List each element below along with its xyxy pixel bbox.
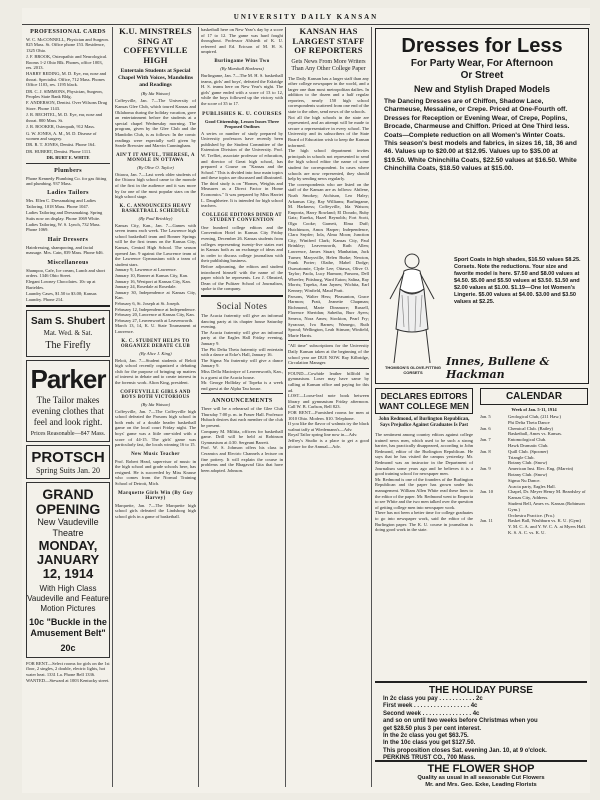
calendar-event: Entomological Club.: [508, 437, 547, 443]
calendar-date: Jan. 11: [480, 518, 493, 524]
calendar-date: [480, 501, 508, 513]
calendar-date: Jan. 9: [480, 466, 491, 472]
article-text: A series or number of study prepared by University professors have recently been published by the Student Committee of the Extension Division of the University. Prof. W. Trelliet, associate professor of education, and director of Great high school, has prepared a Course on "Kansas and the School." This is divided into four main topics and these topics are discussed and illustrated.: [201, 130, 283, 181]
article-headline: K.U. MINSTRELS SING AT COFFEYVILLE HIGH: [119, 27, 192, 65]
plumbers-heading: Plumbers: [54, 167, 82, 174]
article-text: Parsons, Walter Hess; Pleasanton, Grace Harmon; Pratt, Jeanette Chapman; Richmond, Marie Dinsmore; Russell, Florence Sheridan; Sabetha, Burr Ayers; Seneca, Nora Ames; Stockton, Pearl Fry; Syracuse, Iva Barnes; Wamego, Ruth Sproul; Wellington, Leah Stinson; Winfield, Marie Harris.: [288, 293, 369, 338]
article-text: Burlingame, Jan. 7—The M. H. S. basketball teams, girls' and boys', defeated the Eskridge H. S. teams here on New Year's night. The girls' game ended with a score of 13 to 12, while the boys followed up the victory with the score of 35 to 17.: [201, 72, 283, 106]
classified-lost: LOST—Loose-leaf note book between library and gymnasium Friday afternoon. Call W. B. Carlson, Bell 823.: [288, 393, 369, 410]
holiday-purse-line: get $28.50 plus 3 per cent interest.: [383, 725, 482, 732]
dresses-headline: Dresses for Less: [401, 35, 563, 57]
calendar-event: Basket Ball, Washburn vs. K. U. (Gym): [508, 518, 582, 524]
article-text: The correspondents who are listed on the staff of the Kansan are as follows: Abilene, Noah Smokey; Atchison, Leo Haley; Arkansas City, Ray Williams; Burlingame, M. Harkness; Coffeyville, Ida Watson; Emporia, Harry Rowland; El Dorado, Ruby Gatz; Eureka, Hazel Reynolds; Fort Scott, Olga Cooke; Garnett, Elma Duff; Hutchinson, Amos Harper; Independence, Clara Snyder; Iola, Alma Moon; Junction City, Winifred Clark; Kansas City, Paul Brinkley; Leavenworth, Ruth Allen; Lawrence, James Stuart; Manhattan, Jack Turner; Marysville, Helen Burke; Newton, Frank Porter; Olathe, Mabel Dodge; Osawatomie, Clyde Lee; Ottawa, Olive O. Taylor; Paola, Lucy Harmon; Parsons, Dell Wheeler; Pittsburg, Ward Eaton; Salina, Ray Morris; Topeka, Ann Jaynes; Wichita, Earl Kenney; Winfield, Maud Pratt.: [288, 181, 369, 294]
parker-ad: [26, 360, 110, 442]
schedule-item: January 16, Westport at Kansas City, Kan.: [115, 278, 191, 284]
calendar-event: Basketball, Ames vs. Kansas.: [508, 431, 563, 437]
calendar-date: Jan. 8: [480, 448, 491, 454]
calendar-event: American Inst. Elec. Eng. (Marvin): [508, 466, 574, 472]
schedule-item: February 20, Lawrence at Kansas City, Kan.: [115, 312, 195, 318]
misc-item: Laundry Cases, $1.50 to $3.00; Kansas Laundry. Phone 214.: [26, 291, 97, 302]
calendar-event: Quill Club. (Spooner): [508, 448, 549, 454]
calendar-event: Y. M. C. A. and Y. W. C. A. at Myers Hall.: [508, 524, 587, 530]
masthead: [22, 8, 590, 25]
article-text: Ottawa, Jan. 7—Last week older students of the Ottawa high school came to the monole of the first in the audience and it was more by far one of the most popular stars on the high school stage.: [115, 171, 196, 200]
schedule-item: March 13, 14, K. U. State Tournament at Lawrence.: [115, 323, 196, 334]
miscellaneous-heading: Miscellaneous: [47, 259, 89, 266]
schedule-item: February 6, St. Joseph at St. Joseph.: [115, 301, 180, 307]
protsch-ad: [26, 445, 110, 479]
article-text: One hundred college editors and the Convention Hotel in Kansas City Friday evening, December 26. Kansas students from colleges representing twenty-five states met in Kansas both as an exchange of ideas and in order to discuss college journalism with their publishing business.: [201, 224, 283, 264]
parker-price: Prices Reasonable—847 Mass.: [30, 431, 106, 438]
holiday-purse-line: This proposition closes Sat. evening Jan. 10, at 9 o'clock.: [383, 747, 547, 754]
holiday-purse-line: In 2c class you pay . . . . . . . . . . . 2c: [383, 696, 483, 702]
calendar-event: Botany Club. (Snow): [508, 471, 548, 477]
calendar-event: Geological Club, (211 Haw.): [508, 414, 561, 419]
card-item: DR. C. J. SIMMONS, Physician, Surgeon, Peoples State Bank Bldg.: [26, 88, 103, 100]
article-text: Not all the high schools in the state are represented, and an attempt will be made to secure a representative in every school. The University and its subscribers of the State Board of Education wish to keep the Kansan informed.: [288, 114, 369, 148]
byline: (By Olive O. Taylor): [137, 164, 174, 170]
social-item: Mr. George Holliday of Topeka is a week end guest at the Alpha Tau house.: [201, 380, 283, 391]
shubert-sub: Mat. Wed. & Sat.: [43, 329, 93, 338]
calendar-event: Chemical Club. (Bailey): [508, 425, 554, 431]
protsch-name: PROTSCH: [31, 449, 105, 467]
flower-shop-title: THE FLOWER SHOP: [427, 763, 535, 775]
calendar-date: Jan. 6: [480, 425, 491, 431]
holiday-purse-line: In the 10c class you get $127.50.: [383, 740, 476, 747]
holiday-purse-line: PERKINS TRUST CO., 700 Mass.: [383, 755, 476, 762]
column-rule: [371, 27, 372, 787]
column-rule: [112, 27, 113, 787]
card-item: J. R. BOOKER, Osteopath, 912 Mass.: [26, 124, 96, 130]
holiday-purse-title: THE HOLIDAY PURSE: [429, 685, 533, 696]
byline: (By Ida Watson): [140, 401, 171, 407]
shubert-play: The Firefly: [45, 340, 91, 352]
calendar-date: Jan. 5: [480, 414, 491, 419]
calendar-row: [480, 530, 588, 536]
card-item: F. ANDERSON, Dentist. Over Wilsons Drug Store. Phone 1143.: [26, 100, 108, 111]
schedule-item: January 30, Independence at Kansas City, Kan.: [115, 289, 196, 301]
column-2: [115, 27, 196, 789]
article-text: The Daily Kansan has a larger staff than any other college newspaper in the world, and a larger one than most metropolitan dailies. In addition to the dozen and a half regular reporters, nearly 150 high school correspondents scattered from one end of the state to the other, send news of the schools.: [288, 75, 369, 115]
grand-price: 20c: [60, 643, 76, 654]
flower-shop-line: Quality as usual in all seasonable Cut Flowers: [417, 775, 545, 781]
calendar-event: K. S. A. C. vs. K. U.: [508, 529, 546, 535]
social-item: The Phi Delta Theta fraternity will entertain with a dance at Ecke's Hall, January 16.: [201, 346, 283, 358]
card-item: J. F. BROOK, Osteopathic and Neurological. Rooms 1-2 Ohio Blk. Phones, office 1003, res. 2013.: [26, 54, 108, 71]
calendar-list: [480, 414, 588, 536]
shubert-name: Sam S. Shubert: [31, 316, 105, 328]
classified-for-rent: FOR RENT—Furnished rooms for men at 1010 Ohio. Modern. $10. Telephone.: [288, 409, 369, 421]
divider: [26, 305, 110, 307]
social-item: The Acacia fraternity will give an informal party at the Eagles Hall Friday evening, January 9.: [201, 329, 283, 346]
calendar-event: Phi Delta Theta Dance: [508, 419, 550, 425]
calendar-box: [480, 388, 588, 536]
store-signature: Innes, Bullene & Hackman: [446, 355, 550, 381]
editors-text: Mr. Redmond is one of the founders of the Burlington Republican and the paper has grown under his management. William Allen White read these lines to the editor of the paper. Mr. Redmond went to Emporia to see White and the two men talked over the question of getting college men into newspaper work.: [375, 476, 473, 510]
grand-opening-title: GRAND OPENING: [35, 486, 101, 518]
social-item: Miss Della Macintyre of Leavenworth, Kan., is a guest at the Acacia house.: [201, 368, 283, 380]
calendar-event: Acacia party, Eagles Hall.: [508, 483, 556, 489]
card-item: DR. R. T. JONES, Dentist. Phone 164.: [26, 142, 96, 148]
holiday-purse-ad: [375, 681, 587, 763]
card-item: DR. BURT E. WHITE: [46, 155, 90, 161]
dresses-body: The Dancing Dresses are of Chiffon, Shadow Lace, Charmeuse, Messaline, or Crepe. Priced at One-Fourth off. Dresses for Reception or Evening Wear, of Crepe, Poplins, Brocade, Charmeuse and Chiffon. Priced at One Third less. Coats—Complete reduction on all Women's Winter Coats. This season's best models and fabrics, in sizes 16, 18, 36 and 46. Values up to $20.00 at $12.95. Values up to $35.00 at $19.50. White Chinchilla Coats, $22.50 values at $16.50. White Chinchilla Coats, $18.50 values at $15.00.: [384, 98, 577, 173]
parker-tagline: The Tailor makes evening clothes that feel and look right.: [32, 395, 104, 428]
article-text: Coffeyville, Jan. 7—The University of Kansas Glee Club, which toured Kansas and Oklahoma during the holiday vacation, gave an entertainment before the students at a special chapel Wednesday morning. The program, given by the Glee Club and the Mandolin Club, is as follows: In the comic readings were especially well given by Searle Brewster and Marvin Cunningham.: [115, 98, 196, 149]
holiday-purse-line: Second week . . . . . . . . . . . . . . . 4c: [383, 710, 480, 717]
calendar-event: Triangle Club.: [508, 454, 535, 460]
editors-article: [375, 388, 473, 533]
classified-note: Royal Tailor spring line now in—Adv.: [288, 432, 358, 438]
card-item: HARRY REDING, M. D. Eye, ear, nose and throat. Specialist. Office, 712 Mass. Phones Office 1103, res. 1195 black.: [26, 71, 107, 88]
grand-opening-ad: [26, 482, 110, 658]
professional-cards-heading: PROFESSIONAL CARDS: [30, 29, 106, 35]
flower-shop-ad: [375, 760, 587, 789]
divider: [26, 163, 110, 164]
divider: [288, 340, 369, 341]
grand-features: With High Class Vaudeville and Feature Motion Pictures: [27, 584, 109, 614]
calendar-event: Botany Club. (Snow): [508, 460, 548, 466]
article-text: basketball here on New Year's day by a score of 17 to 12. The game was hard fought throughout. Professor Ahlstedt of K. U. refereed and Ed. Ericson of M. H. S. umpired.: [201, 27, 283, 55]
parker-logo: Parker: [30, 364, 106, 395]
calendar-event: Chapel, Dr. Meyer Henry M. Beardsley of Kansas City, Address.: [508, 489, 586, 501]
ladies-item: Mrs. Ellen C. Dressmaking and Ladies Tailoring. 1018 Mass. Phone 1047.: [26, 198, 96, 209]
column-3: [201, 27, 283, 789]
newspaper-page: [22, 8, 590, 793]
divider: [288, 368, 369, 369]
calendar-week: Week of Jan. 5-11, 1914: [511, 407, 557, 412]
article-heading: K. C. STUDENT HELPS TO ORGANIZE DEBATE CLUB: [120, 338, 191, 349]
card-item: DR. HUBERT, Dentist. Phone 1111.: [26, 148, 92, 154]
article-heading: PUBLISHES K. U. COURSES: [202, 110, 282, 117]
dresses-right-text: Sport Coats in high shades, $16.50 values $8.25. Corsets. Note the reductions. Your size and favorite model is here. $7.50 and $8.00 values at $4.50. $5.00 and $5.50 values at $3.50. $1.50 and $2.00 values at $1.00. $1.19—One lot Women's Lingerie. $5.00 values at $4.00. $3.00 and $3.50 values at $2.25.: [454, 257, 581, 305]
ladies-item: Ladies Tailoring, W. S. Lynch, 732 Mass. Phone 1069.: [26, 221, 101, 233]
article-text: Coffeyville, Jan. 7—The Coffeyville high school defeated the Parsons high school in both ends of a double header basketball game on the local court Friday night. The boys' game was a little one-sided with a score of 44-15. The girls' game was particularly fast, the locals winning 16 to 15.: [115, 408, 196, 448]
card-item: G. W. JONES, A. M., M. D. Disease of women and surgery.: [26, 130, 97, 141]
article-heading: AIN'T IT AWFUL, THERESE, A MONOLE IN OTTAWA: [116, 152, 195, 163]
card-item: J. R. BECHTEL, M. D. Eye, ear, nose and throat. 800 Mass. St.: [26, 112, 103, 123]
flower-shop-line: Mr. and Mrs. Geo. Exke, Leading Florists: [425, 782, 537, 788]
calendar-event: Student Bell, Ames vs. Kansas (Robinson Gym.): [508, 500, 585, 512]
announcements-heading: ANNOUNCEMENTS: [211, 398, 273, 405]
article-heading: Marquette Girls Win (By Guy Harvey): [118, 490, 193, 501]
calendar-row: [480, 489, 588, 501]
calendar-event: Sigma Nu Dance.: [508, 477, 541, 483]
schedule-item: January 24, Rosedale at Rosedale.: [115, 284, 177, 290]
notice-text: "All time" subscriptions for the University Daily Kansan taken at the beginning of the school year are DUE NOW. Ray Kilbridge, Circulation Manager.: [288, 343, 369, 366]
dresses-subhead: For Party Wear, For Afternoon: [410, 58, 554, 69]
hair-dressers-heading: Hair Dressers: [47, 236, 89, 243]
dresses-ad: [375, 28, 589, 384]
calendar-event: Orchestra Practice. (Fra.): [508, 512, 555, 518]
ladies-item: Ladies Tailoring and Dressmaking. Spring Suits now on display. Phone 1069 White.: [26, 210, 103, 221]
article-text: Before adjourning, the editors and student introduced himself with the name of the paper which he represents. Leo J. Olmsted, Dean of the Pulitzer School of Journalism, spoke to the company.: [201, 264, 283, 292]
ladies-tailors-heading: Ladies Tailors: [47, 190, 89, 197]
schedule-list: [115, 267, 196, 334]
holiday-purse-line: and so on until two weeks before Christmas when you: [383, 718, 538, 725]
article-heading: K. C. ANNOUNCEES HEAVY BASKETBALL SCHEDULE: [119, 203, 192, 214]
card-item: W. C. McCONNELL, Physician and Surgeon. 825 Mass. St. Office phone 153. Residence, 1325 Ohio.: [26, 37, 109, 53]
column-rule: [285, 27, 286, 787]
classified-note: If you like the flavor of walnuts try the black walnut taffy at Wiedemann's—Adv.: [288, 421, 369, 432]
calendar-event: Hawk Dramatic Club.: [508, 442, 549, 448]
grand-date: MONDAY, JANUARY 12, 1914: [36, 538, 100, 582]
schedule-item: January 10, Bonner at Kansas City, Kan.: [115, 273, 189, 279]
article-text: Marquette, Jan. 7—The Marquette high school girls defeated the Lindsborg high school girls in a game of basketball.: [115, 502, 196, 519]
shubert-ad: [26, 310, 110, 357]
byline: (By Alice J. King): [139, 350, 172, 356]
column-rule: [198, 27, 199, 787]
article-text: The high school department invites principals in schools not represented to send the high school editor the name of some student for correspondent. In cases where schools are now represented, they should help by sending news regularly.: [288, 148, 369, 182]
column-1: [26, 27, 110, 789]
byline: (By Marshall Harkness): [220, 65, 264, 71]
holiday-purse-lines: [375, 696, 587, 763]
article-subhead: Good Citizenship, Lesson Issues Three Proposed Outlines: [205, 118, 279, 129]
article-text: Kansas City, Kan., Jan. 7—Games with seven teams each week. The Lawrence high school basketball team and Bonner Springs will be the first teams on the Kansas City, Kansas, Central High School. The season opened Jan. 9 against the Lawrence team at the Lawrence Gymnasium with a team of student stars.: [115, 222, 196, 267]
misc-item: Shampoo, Cafe, Ice cream, Lunch and short orders. 1346 Ohio Street.: [26, 267, 106, 278]
grand-theatre: New Vaudeville Theatre: [37, 517, 99, 539]
misc-item: Elegant Lowney Chocolates. 10c up at Barteldes.: [26, 279, 96, 290]
protsch-sub: Spring Suits Jan. 20: [35, 466, 100, 476]
editors-subhead: John Redmond, of Burlington Republican, Says Prejudice Against Graduates Is Past: [378, 417, 470, 428]
announcement-item: There will be a rehearsal of the Glee Club Thursday 7:00 p. m. in Fraser Hall. Professor Hubach desires that each member of the club be present.: [201, 406, 283, 429]
schedule-item: February 12, Independence at Independence.: [115, 306, 196, 312]
plumbers-text: Phone Kennedy Plumbing Co. for gas fitting and plumbing. 937 Mass.: [26, 175, 107, 186]
classified-note: Jeffrey's Studio is a place to get a good picture for the Annual—Adv.: [288, 437, 369, 449]
social-notes-heading: Social Notes: [216, 300, 268, 311]
calendar-heading: CALENDAR: [480, 388, 588, 405]
article-heading: Burlingame Wins Two: [214, 58, 270, 64]
article-text: Beloit, Jan. 7—Student students of Beloit high school recently organized a debating club for the purpose of bringing up matters of interest in debate and to create interest in the forensic work. Alton King, president.: [115, 357, 196, 385]
byline: (By Paul Brinkley): [138, 215, 173, 221]
editors-text: There has not been a better time for college graduates to go into newspaper work, said the editor of the Burlington paper. The K. U. course in journalism is doing good work in the state.: [375, 510, 473, 533]
schedule-item: February 27, Leavenworth at Leavenworth.: [115, 317, 194, 323]
dresses-subhead: Or Street: [460, 70, 504, 81]
calendar-date: Jan. 10: [480, 489, 494, 495]
hair-text: Hairdressing, shampooing, and facial massage. Mrs. Cain, 839 Mass. Phone 646.: [26, 244, 104, 256]
classified-found: FOUND—Cowhide leather billfold in gymnasium. Loser may have same by calling at Kansan office and paying for this ad.: [288, 370, 369, 393]
column-4: [288, 27, 369, 789]
article-text: Prof. Robert Head, supervisor of music in the high school and grade schools here, has resigned. He is succeeded by Miss Krause who comes from the Normal Training School of Detroit, Mich.: [115, 458, 196, 487]
article-text: The third study is on "Homes, Weights and Measures as a Direct Factor in Home Economics." It was prepared by Miss Harriet L. Daughhetee. It is intended for high school teachers.: [201, 180, 283, 209]
article-heading: COLLEGE EDITORS DINED AT STUDENT CONVENTION: [202, 212, 282, 223]
corset-caption: THOMSON'S GLOVE-FITTING CORSETS: [384, 365, 442, 375]
divider: [201, 295, 283, 297]
divider: [201, 393, 283, 394]
announcement-item: Prof. W. S. Johnson offers his class in Ceramics and Electric Channels a lecture on fine pottery. It will explain the course in problems and the Bhagavad Gita that have been adopted. Johnson.: [201, 445, 283, 473]
calendar-date: [480, 530, 508, 536]
holiday-purse-line: In the 2c class you get $63.75.: [383, 733, 469, 740]
article-headline: KANSAN HAS LARGEST STAFF OF REPORTERS: [292, 27, 365, 55]
editors-headline: DECLARES EDITORS WANT COLLEGE MEN: [375, 388, 473, 414]
article-heading: New Music Teacher: [131, 451, 180, 457]
article-heading: COFFEYVILLE GIRLS AND BOYS BOTH VICTORIOUS: [120, 389, 191, 400]
social-item: The Sigma Nu fraternity will give a dance January 9.: [201, 357, 283, 369]
wanted-ad: WANTED—Steward at 1003 Kentucky street.: [26, 678, 110, 684]
editors-text: The sentiment among country editors against college trained news men, which used to be such a strong barrier, has practically disappeared, according to John Redmond, editor of the Burlington Republican. He says that he has visited the campus yesterday. Mr. Redmond was an instructor in the Department of Journalism some years ago and he believes it is a good training school for newspaper men.: [375, 432, 473, 477]
announcement-item: Company M. Militia, officers for basketball game. Drill will be held at Robinson Gymnasium at 4:30. Sergeant Barrett.: [201, 428, 283, 445]
newspaper-title: UNIVERSITY DAILY KANSAN: [233, 13, 379, 21]
byline: (By Ida Watson): [140, 91, 171, 97]
article-subhead: Gets News From More Writers Than Any Other College Paper: [291, 58, 366, 72]
social-item: The Acacia fraternity will give an informal dancing party at its chapter house Saturday evening.: [201, 312, 283, 330]
for-rent-ad: FOR RENT—Select rooms for girls on the 1st floor, 2 singles, 2 double, electric lights, hot water heat. 1331 La. Phone Bell 1336.: [26, 661, 110, 677]
schedule-item: January 9, Lawrence at Lawrence.: [115, 267, 177, 273]
dresses-models-heading: New and Stylish Draped Models: [413, 84, 551, 94]
article-subhead: Entertain Students at Special Chapel With Voices, Mandolins and Readings: [117, 68, 194, 88]
calendar-date: Jan. 7: [480, 437, 491, 443]
professional-cards-list: [26, 37, 110, 161]
grand-slogan: 10c "Buckle in the Amusement Belt": [29, 617, 107, 639]
calendar-row: [480, 501, 588, 513]
holiday-purse-line: First week . . . . . . . . . . . . . . . . . 4c: [383, 703, 478, 710]
corset-figure-illustration: [382, 249, 442, 369]
